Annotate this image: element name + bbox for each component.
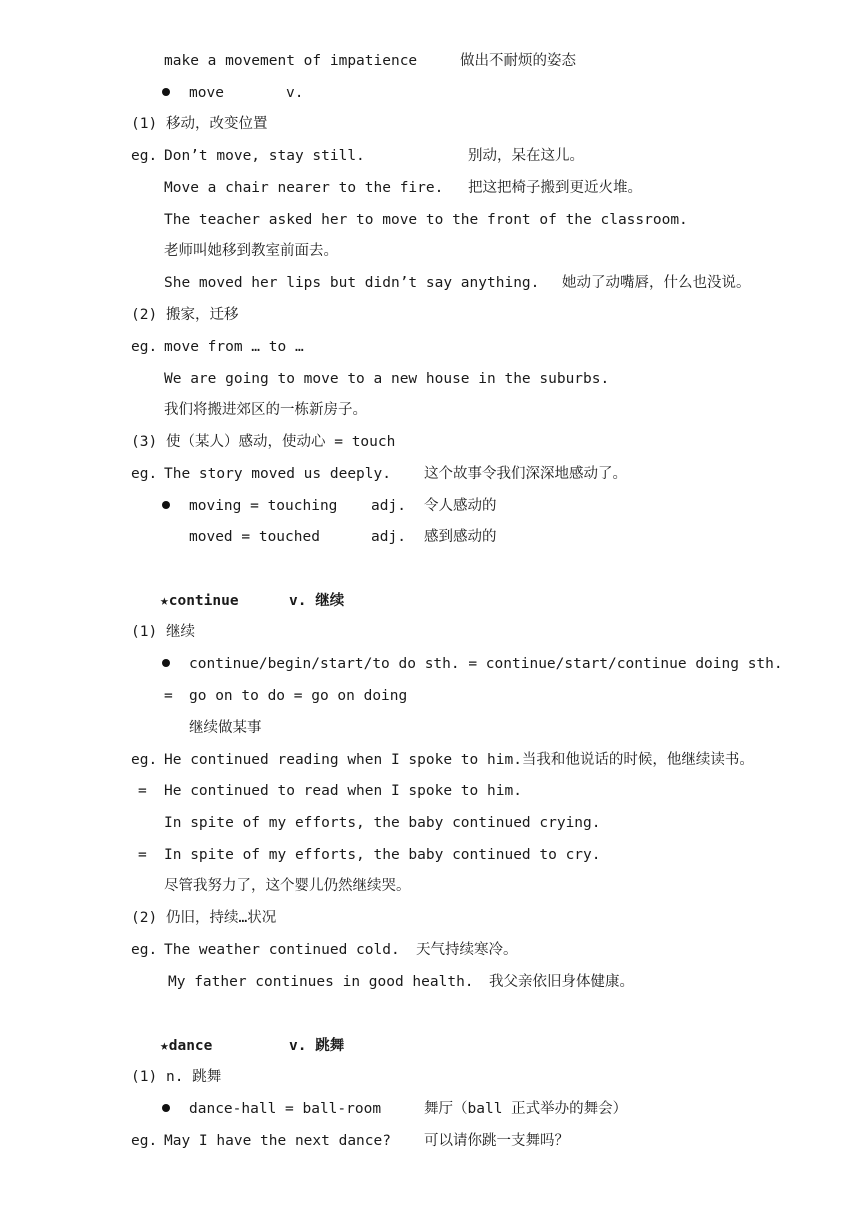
eg-label: eg. xyxy=(131,339,158,355)
sense-number: (1) xyxy=(131,116,158,132)
usage-zh: 继续做某事 xyxy=(189,720,262,736)
sense-text: 移动，改变位置 xyxy=(166,116,268,132)
example-zh: 把这把椅子搬到更近火堆。 xyxy=(468,180,642,196)
phrase-zh: 做出不耐烦的姿态 xyxy=(460,53,576,69)
eg-label: eg. xyxy=(131,942,158,958)
bullet-icon xyxy=(162,654,170,674)
pos-label: v. xyxy=(286,85,304,101)
entry-heading-continue: ★continue xyxy=(160,593,239,609)
example-en: The story moved us deeply. xyxy=(164,466,391,482)
sense-text: 搬家，迁移 xyxy=(166,307,239,323)
example-en: We are going to move to a new house in the suburbs. xyxy=(164,371,610,387)
usage-pattern: continue/begin/start/to do sth. = continue/start/continue doing sth. xyxy=(189,656,783,672)
example-en: My father continues in good health. xyxy=(168,974,474,990)
derivative-en: moved = touched xyxy=(189,529,320,545)
sense-number: (3) xyxy=(131,434,158,450)
eg-label: eg. xyxy=(131,1133,158,1149)
example-zh: 我父亲依旧身体健康。 xyxy=(489,974,634,990)
headword-move: move xyxy=(189,85,224,101)
derivative-en: moving = touching xyxy=(189,498,338,514)
example-zh: 我们将搬进郊区的一栋新房子。 xyxy=(164,402,367,418)
example-en: In spite of my efforts, the baby continued crying. xyxy=(164,815,601,831)
eg-label: eg. xyxy=(131,466,158,482)
entry-heading-dance: ★dance xyxy=(160,1038,213,1054)
example-en: move from … to … xyxy=(164,339,304,355)
sense-number: (1) xyxy=(131,624,158,640)
example-en: The weather continued cold. xyxy=(164,942,400,958)
pos-label: adj. xyxy=(371,529,406,545)
sense-text: 继续 xyxy=(166,624,195,640)
example-en: Move a chair nearer to the fire. xyxy=(164,180,444,196)
example-zh: 别动，呆在这儿。 xyxy=(468,148,584,164)
bullet-icon xyxy=(162,496,170,516)
example-en: He continued to read when I spoke to him. xyxy=(164,783,522,799)
example-zh: 老师叫她移到教室前面去。 xyxy=(164,243,338,259)
pos-label: adj. xyxy=(371,498,406,514)
sense-number: (1) xyxy=(131,1069,158,1085)
sense-number: (2) xyxy=(131,910,158,926)
example-zh: 尽管我努力了，这个婴儿仍然继续哭。 xyxy=(164,878,411,894)
usage-pattern: go on to do = go on doing xyxy=(189,688,408,704)
equals-sign: = xyxy=(138,847,147,863)
entry-heading-meaning: v. 跳舞 xyxy=(289,1038,345,1054)
sense-text: 仍旧，持续…状况 xyxy=(166,910,277,926)
example-zh: 可以请你跳一支舞吗？ xyxy=(424,1133,569,1149)
derivative-zh: 感到感动的 xyxy=(424,529,497,545)
equals-sign: = xyxy=(164,688,173,704)
derivative-en: dance-hall = ball-room xyxy=(189,1101,382,1117)
eg-label: eg. xyxy=(131,148,158,164)
sense-text: 使（某人）感动，使动心 = touch xyxy=(166,434,396,450)
example-en: In spite of my efforts, the baby continued to cry. xyxy=(164,847,601,863)
example-en: Don’t move, stay still. xyxy=(164,148,365,164)
example-zh: 天气持续寒冷。 xyxy=(416,942,518,958)
example-en-zh: He continued reading when I spoke to him.当我和他说话的时候，他继续读书。 xyxy=(164,752,754,768)
eg-label: eg. xyxy=(131,752,158,768)
example-en: She moved her lips but didn’t say anything. xyxy=(164,275,540,291)
derivative-zh: 令人感动的 xyxy=(424,498,497,514)
example-en: May I have the next dance? xyxy=(164,1133,391,1149)
phrase-en: make a movement of impatience xyxy=(164,53,418,69)
example-zh: 这个故事令我们深深地感动了。 xyxy=(424,466,627,482)
bullet-icon xyxy=(162,83,170,103)
sense-text: n. 跳舞 xyxy=(166,1069,222,1085)
equals-sign: = xyxy=(138,783,147,799)
bullet-icon xyxy=(162,1099,170,1119)
example-zh: 她动了动嘴唇，什么也没说。 xyxy=(562,275,751,291)
example-en: The teacher asked her to move to the front of the classroom. xyxy=(164,212,688,228)
entry-heading-meaning: v. 继续 xyxy=(289,593,345,609)
sense-number: (2) xyxy=(131,307,158,323)
derivative-zh: 舞厅（ball 正式举办的舞会） xyxy=(424,1101,628,1117)
